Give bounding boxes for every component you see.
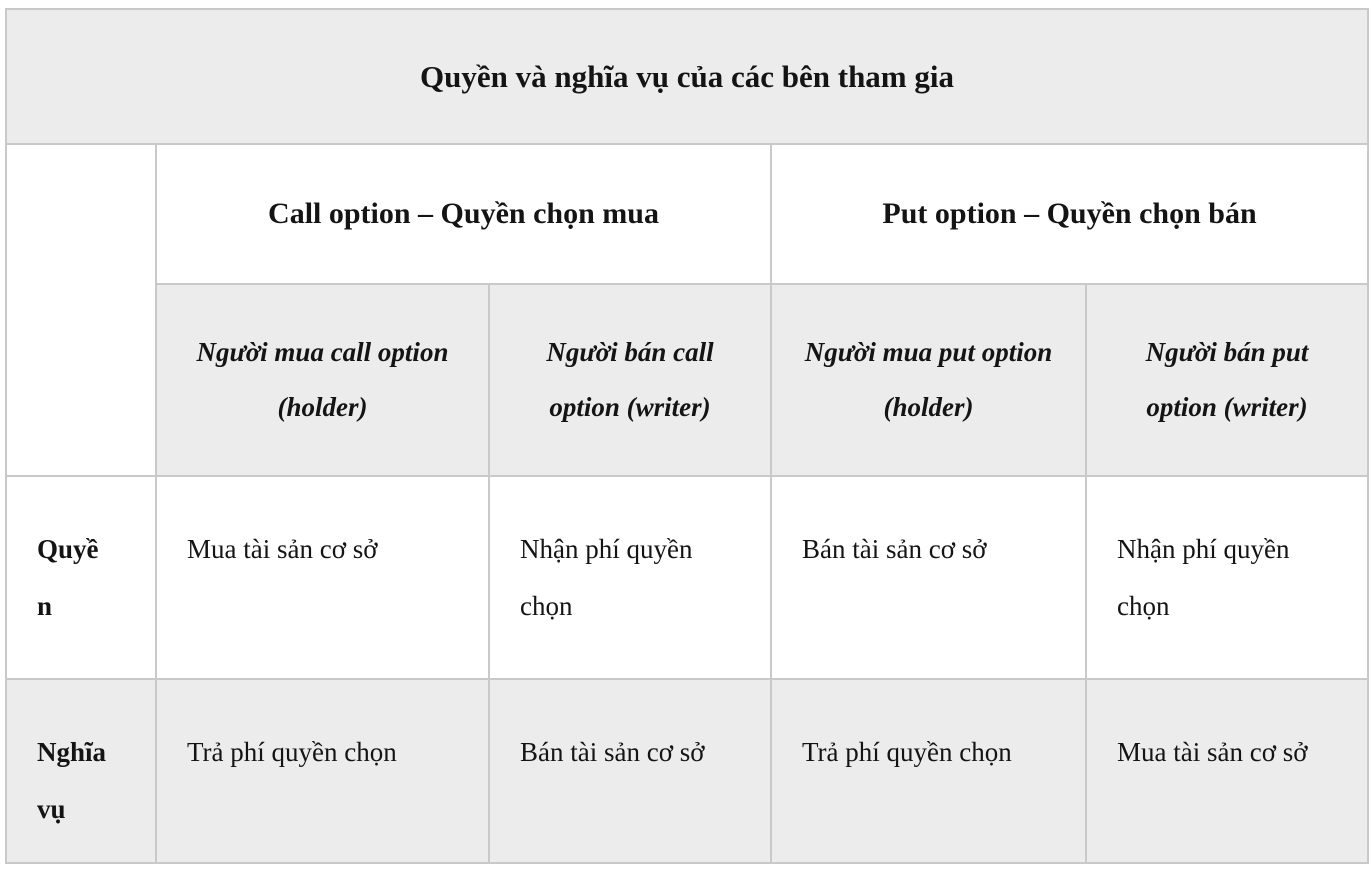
data-cell-rights-call-holder: Mua tài sản cơ sở xyxy=(156,476,489,679)
row-label-rights: Quyền xyxy=(6,476,156,679)
data-cell-rights-call-writer: Nhận phí quyền chọn xyxy=(489,476,771,679)
row-label-obligations: Nghĩa vụ xyxy=(6,679,156,863)
empty-corner-cell xyxy=(6,144,156,476)
call-option-group-header: Call option – Quyền chọn mua xyxy=(156,144,771,284)
column-header-call-writer: Người bán call option (writer) xyxy=(489,284,771,476)
table-title: Quyền và nghĩa vụ của các bên tham gia xyxy=(6,9,1368,144)
data-cell-obligations-call-holder: Trả phí quyền chọn xyxy=(156,679,489,863)
data-cell-rights-put-holder: Bán tài sản cơ sở xyxy=(771,476,1086,679)
column-header-call-holder: Người mua call option (holder) xyxy=(156,284,489,476)
document-page xyxy=(5,8,1369,864)
column-header-put-holder: Người mua put option (holder) xyxy=(771,284,1086,476)
rights-obligations-table xyxy=(5,8,1369,864)
column-header-put-writer: Người bán put option (writer) xyxy=(1086,284,1368,476)
data-cell-obligations-put-holder: Trả phí quyền chọn xyxy=(771,679,1086,863)
data-cell-rights-put-writer: Nhận phí quyền chọn xyxy=(1086,476,1368,679)
data-cell-obligations-call-writer: Bán tài sản cơ sở xyxy=(489,679,771,863)
put-option-group-header: Put option – Quyền chọn bán xyxy=(771,144,1368,284)
data-cell-obligations-put-writer: Mua tài sản cơ sở xyxy=(1086,679,1368,863)
